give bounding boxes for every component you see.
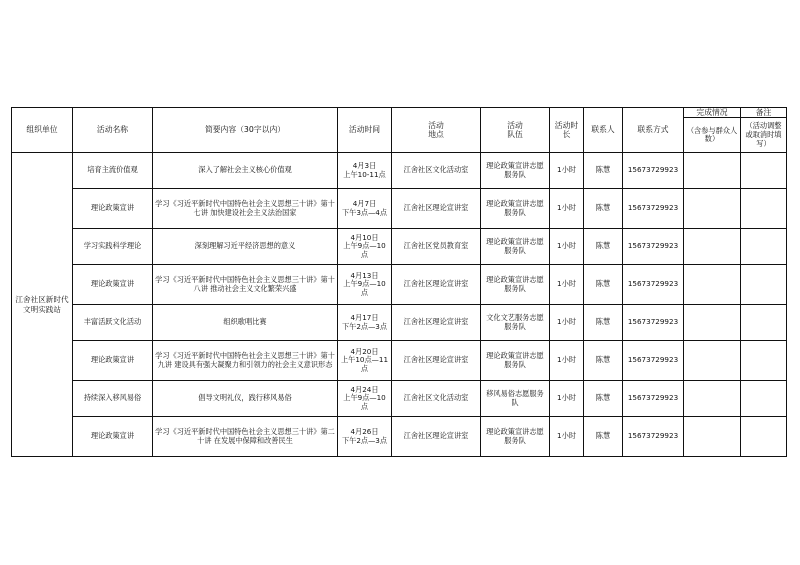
duration-cell: 1小时 [550,417,584,457]
duration-cell: 1小时 [550,189,584,229]
completion-cell [684,381,741,417]
content-cell: 学习《习近平新时代中国特色社会主义思想三十讲》第十八讲 推动社会主义文化繁荣兴盛 [153,265,338,305]
content-cell: 组织歌唱比赛 [153,305,338,341]
team-cell: 理论政策宣讲志愿服务队 [481,341,550,381]
remarks-cell [741,381,787,417]
remarks-cell [741,417,787,457]
contact-cell: 陈慧 [584,229,623,265]
completion-cell [684,341,741,381]
table-row [12,417,787,457]
contact-cell: 陈慧 [584,189,623,229]
content-cell: 深刻理解习近平经济思想的意义 [153,229,338,265]
header-completion: 完成情况 [684,108,741,118]
content-cell: 深入了解社会主义核心价值观 [153,153,338,189]
contact-cell: 陈慧 [584,305,623,341]
activity-name-cell: 理论政策宣讲 [73,265,153,305]
remarks-cell [741,265,787,305]
phone-cell: 15673729923 [623,417,684,457]
team-cell: 理论政策宣讲志愿服务队 [481,417,550,457]
header-time: 活动时间 [338,108,392,153]
completion-cell [684,265,741,305]
table-row [12,265,787,305]
location-cell: 江舍社区理论宣讲室 [392,305,481,341]
location-cell: 江舍社区理论宣讲室 [392,265,481,305]
team-cell: 理论政策宣讲志愿服务队 [481,265,550,305]
header-team: 活动 队伍 [481,108,550,153]
activity-name-cell: 理论政策宣讲 [73,417,153,457]
activity-name-cell: 持续深入移风易俗 [73,381,153,417]
location-cell: 江舍社区理论宣讲室 [392,341,481,381]
table-row [12,189,787,229]
header-remarks: 备注 [741,108,787,118]
duration-cell: 1小时 [550,381,584,417]
header-location: 活动 地点 [392,108,481,153]
time-cell: 4月3日 上午10-11点 [338,153,392,189]
content-cell: 倡导文明礼仪，践行移风易俗 [153,381,338,417]
phone-cell: 15673729923 [623,265,684,305]
header-contact: 联系人 [584,108,623,153]
remarks-cell [741,153,787,189]
location-cell: 江舍社区党员教育室 [392,229,481,265]
remarks-cell [741,229,787,265]
location-cell: 江舍社区文化活动室 [392,381,481,417]
completion-cell [684,305,741,341]
phone-cell: 15673729923 [623,189,684,229]
duration-cell: 1小时 [550,305,584,341]
duration-cell: 1小时 [550,265,584,305]
table-row [12,381,787,417]
header-content: 简要内容（30字以内） [153,108,338,153]
team-cell: 理论政策宣讲志愿服务队 [481,229,550,265]
duration-cell: 1小时 [550,153,584,189]
activity-name-cell: 培育主流价值观 [73,153,153,189]
phone-cell: 15673729923 [623,153,684,189]
contact-cell: 陈慧 [584,417,623,457]
time-cell: 4月13日 上午9点—10点 [338,265,392,305]
completion-cell [684,229,741,265]
header-activity-name: 活动名称 [73,108,153,153]
phone-cell: 15673729923 [623,229,684,265]
time-cell: 4月20日 上午10点—11点 [338,341,392,381]
remarks-cell [741,305,787,341]
contact-cell: 陈慧 [584,153,623,189]
remarks-cell [741,189,787,229]
activity-name-cell: 理论政策宣讲 [73,189,153,229]
time-cell: 4月17日 下午2点—3点 [338,305,392,341]
activity-name-cell: 学习实践科学理论 [73,229,153,265]
header-remarks-sub: （活动调整或取消时填写） [741,118,787,153]
table-row [12,341,787,381]
table-row [12,153,787,189]
phone-cell: 15673729923 [623,381,684,417]
content-cell: 学习《习近平新时代中国特色社会主义思想三十讲》第十九讲 建设具有强大凝聚力和引领力的社会主义意识形态 [153,341,338,381]
unit-name-cell: 江舍社区新时代文明实践站 [12,153,73,457]
location-cell: 江舍社区文化活动室 [392,153,481,189]
header-completion-sub: （含参与群众人数） [684,118,741,153]
phone-cell: 15673729923 [623,341,684,381]
activity-table [11,107,787,457]
activity-name-cell: 理论政策宣讲 [73,341,153,381]
table-row [12,229,787,265]
time-cell: 4月26日 下午2点—3点 [338,417,392,457]
contact-cell: 陈慧 [584,341,623,381]
activity-name-cell: 丰富活跃文化活动 [73,305,153,341]
completion-cell [684,189,741,229]
remarks-cell [741,341,787,381]
table-row [12,305,787,341]
contact-cell: 陈慧 [584,265,623,305]
completion-cell [684,417,741,457]
team-cell: 文化文艺服务志愿服务队 [481,305,550,341]
team-cell: 理论政策宣讲志愿服务队 [481,153,550,189]
team-cell: 移风易俗志愿服务队 [481,381,550,417]
content-cell: 学习《习近平新时代中国特色社会主义思想三十讲》第十七讲 加快建设社会主义法治国家 [153,189,338,229]
time-cell: 4月10日 上午9点—10点 [338,229,392,265]
team-cell: 理论政策宣讲志愿服务队 [481,189,550,229]
duration-cell: 1小时 [550,341,584,381]
contact-cell: 陈慧 [584,381,623,417]
phone-cell: 15673729923 [623,305,684,341]
time-cell: 4月24日 上午9点—10点 [338,381,392,417]
header-unit: 组织单位 [12,108,73,153]
completion-cell [684,153,741,189]
content-cell: 学习《习近平新时代中国特色社会主义思想三十讲》第二十讲 在发展中保障和改善民生 [153,417,338,457]
header-duration: 活动时 长 [550,108,584,153]
duration-cell: 1小时 [550,229,584,265]
location-cell: 江舍社区理论宣讲室 [392,189,481,229]
header-phone: 联系方式 [623,108,684,153]
location-cell: 江舍社区理论宣讲室 [392,417,481,457]
time-cell: 4月7日 下午3点—4点 [338,189,392,229]
